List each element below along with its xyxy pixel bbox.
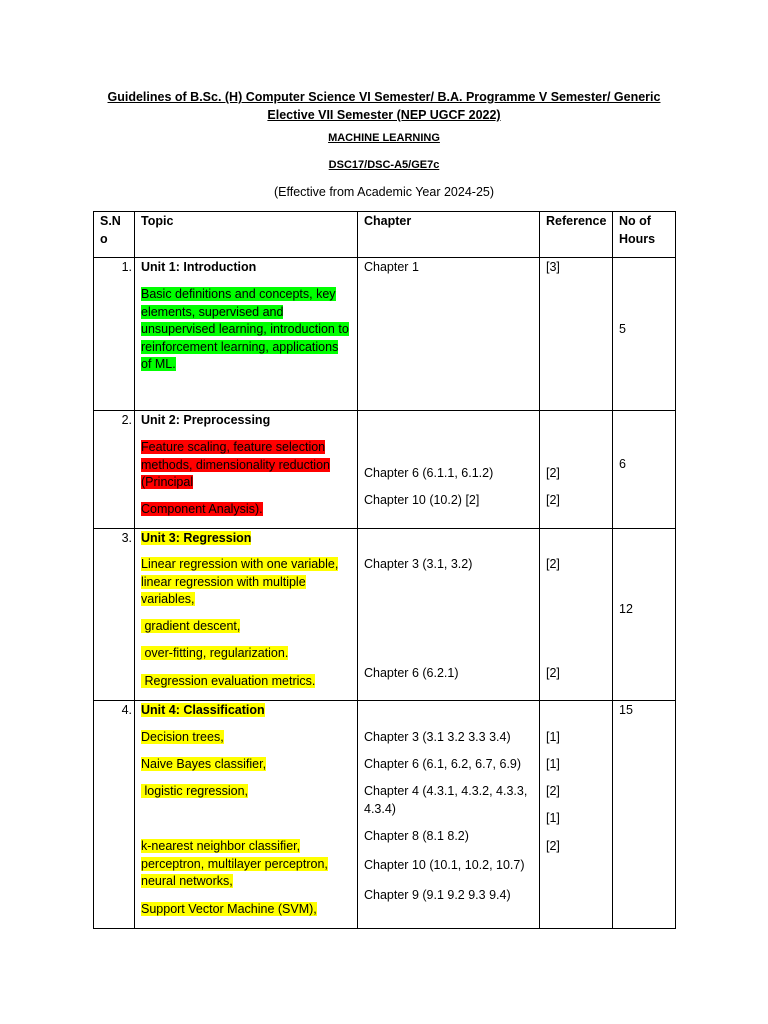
row-sno: 4. bbox=[94, 701, 135, 929]
chapter-text: Chapter 1 bbox=[364, 260, 419, 274]
title-line-1: Guidelines of B.Sc. (H) Computer Science VI Semester/ B.A. Programme V Semester/ Generic bbox=[107, 90, 661, 104]
syllabus-table bbox=[93, 211, 676, 929]
table-row bbox=[94, 411, 676, 529]
row-reference bbox=[540, 411, 613, 529]
chapter-text: Chapter 6 (6.1.1, 6.1.2) bbox=[364, 466, 494, 480]
col-header-chapter: Chapter bbox=[358, 212, 540, 258]
row-sno: 3. bbox=[94, 529, 135, 701]
chapter-text: Chapter 3 (3.1 3.2 3.3 3.4) bbox=[364, 730, 511, 744]
chapter-text: Chapter 9 (9.1 9.2 9.3 9.4) bbox=[364, 888, 511, 902]
topic-text: logistic regression, bbox=[141, 784, 248, 798]
title-line-2: Elective VII Semester (NEP UGCF 2022) bbox=[267, 108, 501, 122]
topic-text: gradient descent, bbox=[141, 619, 241, 633]
row-topic bbox=[135, 701, 358, 929]
chapter-text: Chapter 3 (3.1, 3.2) bbox=[364, 557, 473, 571]
table-row bbox=[94, 701, 676, 929]
row-hours bbox=[613, 411, 676, 529]
row-topic bbox=[135, 258, 358, 411]
topic-text: k-nearest neighbor classifier, perceptron, multilayer perceptron, neural networks, bbox=[141, 839, 328, 888]
subject-heading: MACHINE LEARNING bbox=[328, 132, 440, 144]
topic-text: Regression evaluation metrics. bbox=[141, 674, 316, 688]
chapter-text: Chapter 4 (4.3.1, 4.3.2, 4.3.3, 4.3.4) bbox=[364, 784, 528, 816]
unit-title: Unit 3: Regression bbox=[141, 531, 252, 545]
row-hours bbox=[613, 529, 676, 701]
chapter-text: Chapter 6 (6.1, 6.2, 6.7, 6.9) bbox=[364, 757, 522, 771]
col-header-reference: Reference bbox=[540, 212, 613, 258]
reference-text: [2] bbox=[546, 557, 560, 571]
row-chapter bbox=[358, 529, 540, 701]
document-title bbox=[0, 88, 768, 124]
reference-text: [1] bbox=[546, 757, 560, 771]
col-header-hours: No of Hours bbox=[613, 212, 676, 258]
row-reference bbox=[540, 701, 613, 929]
table-row bbox=[94, 258, 676, 411]
row-reference bbox=[540, 529, 613, 701]
unit-title: Unit 2: Preprocessing bbox=[141, 413, 271, 427]
chapter-text: Chapter 8 (8.1 8.2) bbox=[364, 829, 469, 843]
topic-text: Decision trees, bbox=[141, 730, 224, 744]
reference-text: [1] bbox=[546, 811, 560, 825]
topic-text: Naive Bayes classifier, bbox=[141, 757, 267, 771]
hours-text: 15 bbox=[619, 703, 633, 717]
topic-text: Linear regression with one variable, linear regression with multiple variables, bbox=[141, 557, 339, 606]
reference-text: [3] bbox=[546, 260, 560, 274]
effective-note: (Effective from Academic Year 2024-25) bbox=[273, 185, 495, 199]
topic-text: Basic definitions and concepts, key elements, supervised and unsupervised learning, introduction to reinforcement learning, applications of ML. bbox=[141, 287, 349, 371]
row-hours bbox=[613, 701, 676, 929]
hours-text: 6 bbox=[619, 457, 626, 471]
course-code: DSC17/DSC-A5/GE7c bbox=[328, 159, 440, 171]
row-chapter bbox=[358, 701, 540, 929]
topic-text: Feature scaling, feature selection methods, dimensionality reduction (Principal bbox=[141, 440, 330, 489]
table-header-row bbox=[94, 212, 676, 258]
chapter-text: Chapter 10 (10.2) [2] bbox=[364, 493, 480, 507]
col-header-sno: S.N o bbox=[94, 212, 135, 258]
row-reference bbox=[540, 258, 613, 411]
reference-text: [2] bbox=[546, 784, 560, 798]
col-header-topic: Topic bbox=[135, 212, 358, 258]
hours-text: 12 bbox=[619, 602, 633, 616]
topic-text: Component Analysis). bbox=[141, 502, 263, 516]
topic-text: Support Vector Machine (SVM), bbox=[141, 902, 317, 916]
row-sno: 1. bbox=[94, 258, 135, 411]
chapter-text: Chapter 6 (6.2.1) bbox=[364, 666, 459, 680]
reference-text: [2] bbox=[546, 666, 560, 680]
chapter-text: Chapter 10 (10.1, 10.2, 10.7) bbox=[364, 858, 525, 872]
reference-text: [2] bbox=[546, 493, 560, 507]
row-chapter bbox=[358, 258, 540, 411]
unit-title: Unit 1: Introduction bbox=[141, 260, 257, 274]
table-row bbox=[94, 529, 676, 701]
reference-text: [2] bbox=[546, 839, 560, 853]
unit-title: Unit 4: Classification bbox=[141, 703, 265, 717]
hours-text: 5 bbox=[619, 322, 626, 336]
topic-text: over-fitting, regularization. bbox=[141, 646, 289, 660]
reference-text: [2] bbox=[546, 466, 560, 480]
row-chapter bbox=[358, 411, 540, 529]
reference-text: [1] bbox=[546, 730, 560, 744]
row-sno: 2. bbox=[94, 411, 135, 529]
row-topic bbox=[135, 411, 358, 529]
row-hours bbox=[613, 258, 676, 411]
row-topic bbox=[135, 529, 358, 701]
